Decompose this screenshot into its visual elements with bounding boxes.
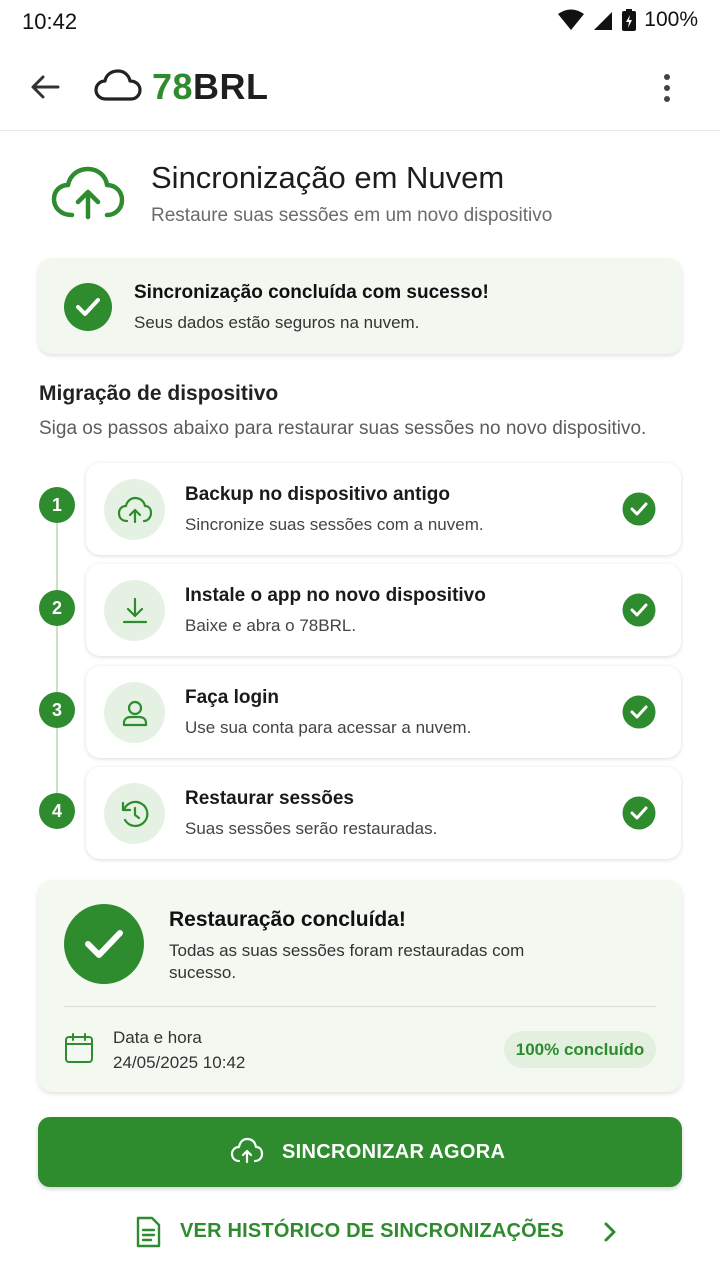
sync-history-label: VER HISTÓRICO DE SINCRONIZAÇÕES bbox=[180, 1220, 565, 1242]
battery-percent: 100% bbox=[644, 8, 698, 31]
banner-title: Sincronização concluída com sucesso! bbox=[134, 282, 489, 303]
wifi-icon bbox=[558, 9, 584, 31]
step-card-login[interactable] bbox=[86, 666, 681, 758]
step-icon-wrap bbox=[104, 479, 165, 540]
step-icon-wrap bbox=[104, 783, 165, 844]
step-card-backup[interactable] bbox=[86, 463, 681, 555]
migration-title: Migração de dispositivo bbox=[39, 382, 279, 405]
migration-subtitle: Siga os passos abaixo para restaurar suas sessões no novo dispositivo. bbox=[39, 418, 647, 439]
progress-badge: 100% concluído bbox=[504, 1031, 656, 1068]
timeline-line bbox=[56, 505, 58, 811]
restore-title: Restauração concluída! bbox=[169, 908, 406, 931]
check-circle-icon bbox=[622, 492, 656, 526]
status-time: 10:42 bbox=[22, 9, 78, 34]
status-bar bbox=[0, 0, 720, 44]
step-number: 3 bbox=[39, 692, 75, 728]
banner-text: Seus dados estão seguros na nuvem. bbox=[134, 313, 420, 332]
brand-logo bbox=[152, 66, 269, 108]
step-icon-wrap bbox=[104, 682, 165, 743]
step-description: Sincronize suas sessões com a nuvem. bbox=[185, 515, 484, 534]
divider bbox=[64, 1006, 656, 1007]
restore-text: Todas as suas sessões foram restauradas com sucesso. bbox=[169, 941, 525, 982]
page-title: Sincronização em Nuvem bbox=[151, 160, 505, 195]
step-title: Instale o app no novo dispositivo bbox=[185, 585, 486, 606]
cloud-upload-icon bbox=[230, 1137, 264, 1165]
cloud-upload-hero-icon bbox=[50, 165, 126, 221]
step-title: Restaurar sessões bbox=[185, 788, 354, 809]
more-vert-icon[interactable] bbox=[654, 70, 680, 106]
check-circle-icon bbox=[622, 593, 656, 627]
check-circle-icon bbox=[622, 796, 656, 830]
brand-number: 78 bbox=[152, 66, 194, 107]
calendar-icon bbox=[64, 1032, 94, 1064]
sync-now-button[interactable] bbox=[38, 1117, 682, 1187]
success-banner bbox=[38, 258, 682, 354]
step-card-restore[interactable] bbox=[86, 767, 681, 859]
step-card-install[interactable] bbox=[86, 564, 681, 656]
signal-icon bbox=[592, 9, 614, 31]
status-icons bbox=[558, 8, 698, 32]
cloud-upload-icon bbox=[117, 496, 153, 524]
chevron-right-icon bbox=[602, 1221, 618, 1243]
date-value: 24/05/2025 10:42 bbox=[113, 1053, 246, 1072]
sync-history-link[interactable] bbox=[134, 1212, 624, 1252]
step-number: 4 bbox=[39, 793, 75, 829]
download-icon bbox=[120, 596, 150, 626]
step-description: Baixe e abra o 78BRL. bbox=[185, 616, 357, 635]
step-description: Suas sessões serão restauradas. bbox=[185, 819, 438, 838]
step-icon-wrap bbox=[104, 580, 165, 641]
page-subtitle: Restaure suas sessões em um novo dispositivo bbox=[151, 205, 553, 226]
step-title: Faça login bbox=[185, 687, 279, 708]
date-label: Data e hora bbox=[113, 1028, 202, 1047]
app-bar bbox=[0, 44, 720, 131]
step-number: 1 bbox=[39, 487, 75, 523]
large-check-circle-icon bbox=[64, 904, 144, 984]
check-circle-icon bbox=[64, 283, 112, 331]
brand-text: BRL bbox=[193, 66, 269, 107]
step-title: Backup no dispositivo antigo bbox=[185, 484, 450, 505]
restore-complete-card bbox=[38, 880, 682, 1092]
sync-now-label: SINCRONIZAR AGORA bbox=[282, 1141, 506, 1163]
check-circle-icon bbox=[622, 695, 656, 729]
battery-icon bbox=[622, 9, 636, 31]
cloud-logo-icon bbox=[94, 68, 142, 104]
step-description: Use sua conta para acessar a nuvem. bbox=[185, 718, 472, 737]
back-arrow-icon[interactable] bbox=[26, 70, 64, 104]
user-icon bbox=[120, 698, 150, 728]
document-icon bbox=[134, 1216, 162, 1248]
history-icon bbox=[119, 798, 151, 830]
step-number: 2 bbox=[39, 590, 75, 626]
